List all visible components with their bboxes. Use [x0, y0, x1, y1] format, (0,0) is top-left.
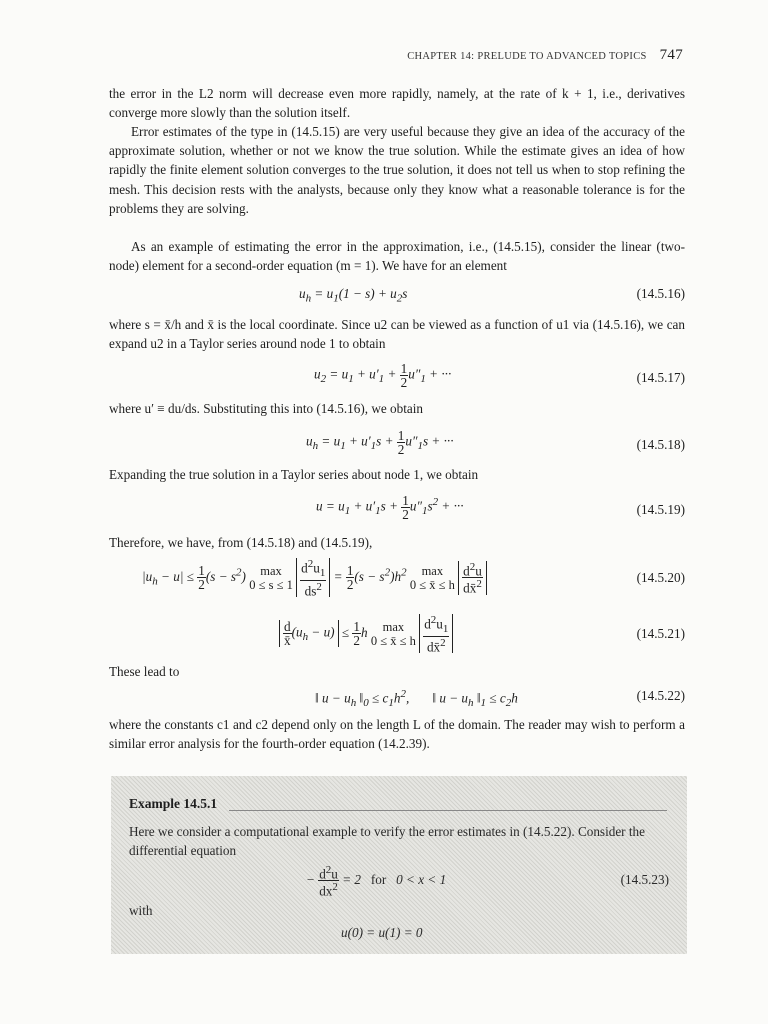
paragraph-8: These lead to	[109, 664, 180, 679]
equation-14-5-18: $u_h = u_1 + u'_1s$ + $\frac{1}{2}$ $u''_1s$ + ··· (14.5.18)	[306, 428, 685, 457]
equation-14-5-16: $u_h = u_1(1 - s) + u_2s$ (14.5.16)	[299, 286, 685, 305]
running-header	[407, 47, 683, 64]
example-with-label: with	[129, 903, 153, 918]
paragraph-7: Therefore, we have, from (14.5.18) and (14.5.19),	[109, 535, 373, 550]
equation-14-5-17: $u_2 = u_1 + u'_1$ + $\frac{1}{2}$ $u''_1$ + ··· (14.5.17)	[314, 361, 685, 390]
paragraph-2: Error estimates of the type in (14.5.15) are very useful because they give an idea of the accuracy of the approximate solution, whether or not we know the true solution. While the estimate gives an idea of how rapidly the finite element solution converges to the true solution, it does not tell us when to stop refining the mesh. This decision rests with the analysts, because only they know what a reasonable tolerance is for the problems they are solving.	[109, 124, 685, 216]
equation-14-5-21: $\frac{d}{x̄}$ $(u_h - u)$ ≤ $\frac{1}{2}$ h max 0 ≤ x̄ ≤ h $\frac{d^2u_1}{dx̄^2}$ (14.5.21)	[109, 612, 685, 656]
boundary-condition: u(0) = u(1) = 0	[341, 925, 423, 940]
equation-14-5-20: $|u_h - u|$ ≤ $\frac{1}{2}$ $(s - s^2)$ max 0 ≤ s ≤ 1 $\frac{d^2u_1}{ds^2}$ = $\frac{1}{2}$ $(s - s^2)h^2$ max 0 ≤ x̄ ≤ h $\frac{d^2u}{dx̄^2}$ (14.5.20)	[142, 558, 685, 599]
example-text: Here we consider a computational example to verify the error estimates in (14.5.22). Consider the differential equation	[129, 824, 645, 858]
example-rule	[229, 810, 667, 811]
equation-number: (14.5.18)	[636, 437, 685, 452]
paragraph-1: the error in the L2 norm will decrease even more rapidly, namely, at the rate of k + 1, i.e., derivatives converge more slowly than the solution itself.	[109, 86, 685, 121]
equation-number: (14.5.19)	[636, 502, 685, 517]
paragraph-6: Expanding the true solution in a Taylor series about node 1, we obtain	[109, 467, 479, 482]
example-heading: Example 14.5.1	[129, 796, 218, 811]
equation-number: (14.5.17)	[636, 370, 685, 385]
paragraph-3: As an example of estimating the error in the approximation, i.e., (14.5.15), consider the linear (two-node) element for a second-order equation (m = 1). We have for an element	[109, 239, 685, 274]
equation-number: (14.5.22)	[636, 688, 685, 703]
equation-number: (14.5.21)	[636, 626, 685, 641]
paragraph-9: where the constants c1 and c2 depend only on the length L of the domain. The reader may wish to perform a similar error analysis for the fourth-order equation (14.2.39).	[109, 717, 685, 752]
equation-14-5-19: $u = u_1 + u'_1s$ + $\frac{1}{2}$ $u''_1s^2$ + ··· (14.5.19)	[316, 493, 685, 522]
equation-14-5-23: − $\frac{d^2u}{dx^2}$ = 2 for 0 < x < 1 (14.5.23)	[306, 864, 669, 899]
equation-14-5-22: ‖ $u - u_h$ $‖_0 \le c_1h^2$, ‖ $u - u_h$ $‖_1 \le c_2h$ (14.5.22)	[315, 688, 685, 710]
page-number: 747	[659, 47, 683, 63]
paragraph-5: where u′ ≡ du/ds. Substituting this into (14.5.16), we obtain	[109, 401, 423, 416]
paragraph-4: where s = x̄/h and x̄ is the local coordinate. Since u2 can be viewed as a function of u1 via (14.5.16), we can expand u2 in a Taylor series around node 1 to obtain	[109, 317, 685, 352]
example-box	[111, 776, 687, 954]
running-title: CHAPTER 14: PRELUDE TO ADVANCED TOPICS	[407, 51, 647, 62]
equation-number: (14.5.23)	[620, 872, 669, 887]
equation-number: (14.5.20)	[636, 570, 685, 585]
equation-number: (14.5.16)	[636, 286, 685, 301]
